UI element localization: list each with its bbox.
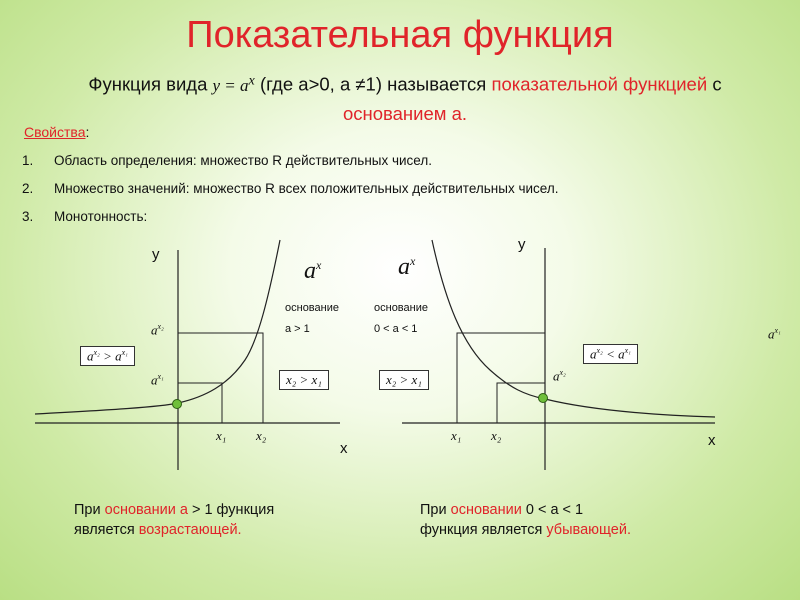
left-ax2-label: $a^{x_2}$ — [151, 322, 164, 338]
intro-part3: с — [707, 73, 722, 95]
property-item-1: 1. Область определения: множество R действительных чисел. — [22, 153, 432, 168]
intro-formula: $y = a^x$ — [212, 72, 255, 95]
left-base-label: основание — [285, 302, 339, 314]
right-base-cond: 0 < a < 1 — [374, 323, 418, 335]
right-ineq-x: x₂ > x₁ — [379, 370, 429, 390]
right-ax2-label: $a^{x_2}$ — [553, 368, 566, 384]
intro-red-term: показательной функцией — [491, 73, 708, 95]
property-item-3: 3. Монотонность: — [22, 209, 148, 224]
right-ineq-a: $a^{x_2} < a^{x_1}$ — [583, 344, 638, 364]
left-ax1-label: $a^{x_1}$ — [151, 372, 164, 388]
left-x1-tick: x₁ — [216, 428, 227, 443]
right-y-label: y — [518, 236, 526, 253]
right-ax-formula: $a^x$ — [398, 254, 416, 280]
caption-right: При основании 0 < a < 1 функция является убывающей. — [420, 502, 631, 538]
left-ineq-x: x₂ > x₁ — [279, 370, 329, 390]
left-base-cond: a > 1 — [285, 323, 310, 335]
right-guide-x2 — [497, 383, 545, 423]
right-intercept-point — [539, 394, 548, 403]
right-stray-label: $a^{x_1}$ — [768, 326, 781, 342]
intro-part2: (где a>0, a ≠1) называется — [259, 73, 487, 95]
left-guide-x2 — [178, 333, 263, 423]
right-x-label: x — [708, 432, 716, 449]
left-x-label: x — [340, 440, 348, 457]
right-x1-tick: x₁ — [451, 428, 462, 443]
left-x2-tick: x₂ — [256, 428, 267, 443]
right-base-label: основание — [374, 302, 428, 314]
caption-left: При основании a > 1 функция является возрастающей. — [74, 502, 275, 538]
left-intercept-point — [173, 400, 182, 409]
page-title: Показательная функция — [186, 14, 614, 56]
left-y-label: y — [152, 246, 160, 263]
left-ineq-a: $a^{x_2} > a^{x_1}$ — [80, 346, 135, 366]
intro-part1: Функция вида — [88, 73, 208, 95]
intro-red-base: основанием a. — [342, 102, 468, 124]
right-x2-tick: x₂ — [491, 428, 502, 443]
properties-label: Свойства: — [24, 124, 90, 140]
property-item-2: 2. Множество значений: множество R всех положительных действительных чисел. — [22, 181, 559, 196]
left-ax-formula: $a^x$ — [304, 258, 322, 284]
right-curve — [432, 240, 715, 417]
